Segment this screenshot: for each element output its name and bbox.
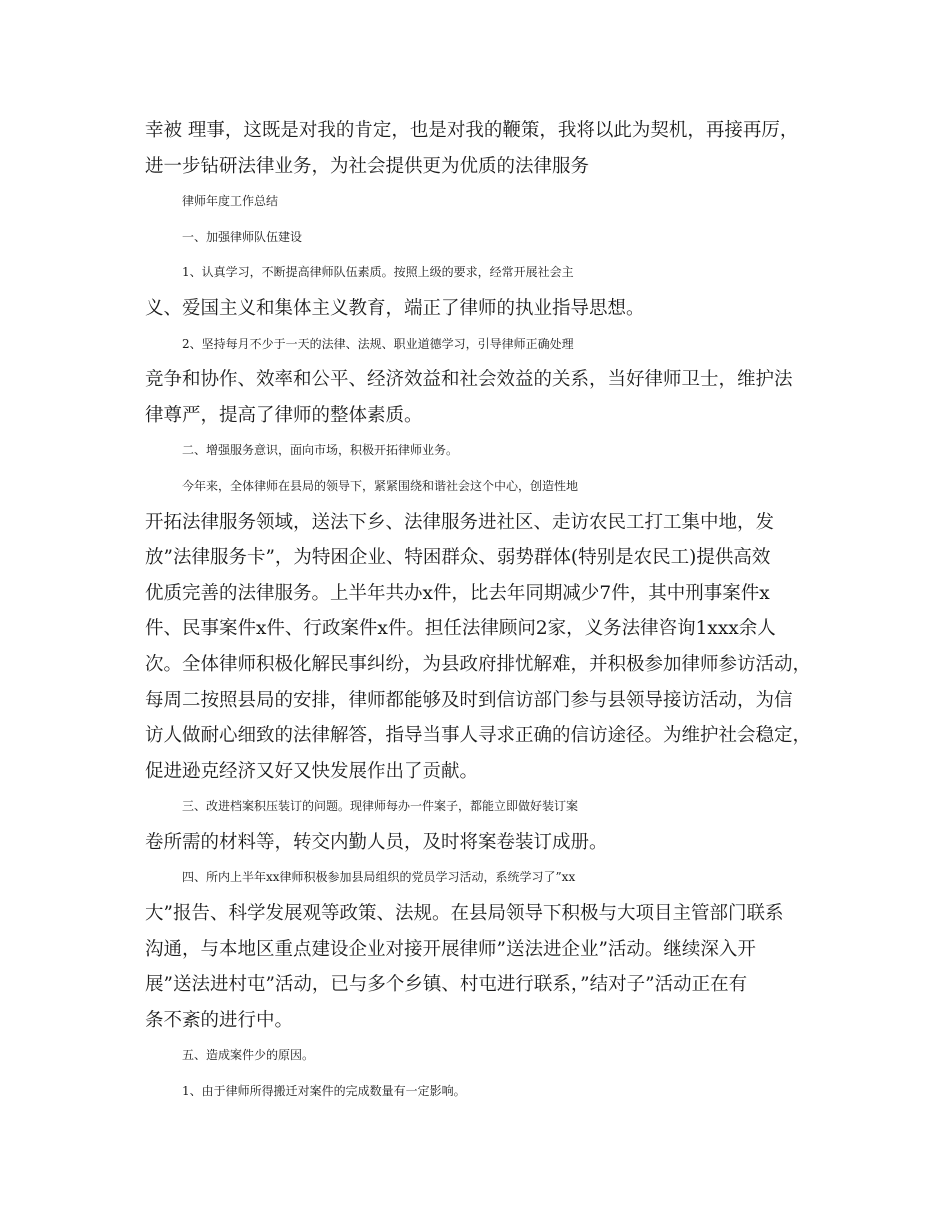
text-line: 促进逊克经济又好又快发展作出了贡献。 xyxy=(145,760,479,782)
text-line: 大”报告、科学发展观等政策、法规。在县局领导下积极与大项目主管部门联系 xyxy=(145,903,784,925)
text-line: 1、由于律师所得搬迁对案件的完成数量有一定影响。 xyxy=(182,1084,466,1099)
text-line: 次。全体律师积极化解民事纠纷，为县政府排忧解难，并积极参加律师参访活动， xyxy=(145,653,812,675)
text-line: 五、造成案件少的原因。 xyxy=(182,1048,315,1063)
text-line: 今年来，全体律师在县局的领导下，紧紧围绕和谐社会这个中心，创造性地 xyxy=(182,478,579,493)
text-line: 四、所内上半年xx律师积极参加县局组织的党员学习活动，系统学习了”xx xyxy=(182,870,576,885)
text-line: 2、坚持每月不少于一天的法律、法规、职业道德学习，引导律师正确处理 xyxy=(182,336,574,351)
text-line: 卷所需的材料等，转交内勤人员，及时将案卷装订成册。 xyxy=(145,831,608,853)
text-line: 展”送法进村屯”活动，已与多个乡镇、村屯进行联系，”结对子”活动正在有 xyxy=(145,974,748,996)
text-line: 进一步钻研法律业务，为社会提供更为优质的法律服务 xyxy=(145,155,590,177)
text-line: 三、改进档案积压装订的问题。现律师每办一件案子，都能立即做好装订案 xyxy=(182,799,579,814)
text-line: 义、爱国主义和集体主义教育，端正了律师的执业指导思想。 xyxy=(145,297,645,319)
document-body xyxy=(145,113,813,1110)
text-line: 访人做耐心细致的法律解答，指导当事人寻求正确的信访途径。为维护社会稳定， xyxy=(145,725,812,747)
text-line: 件、民事案件x件、行政案件x件。担任法律顾问2家，义务法律咨询1xxx余人 xyxy=(145,618,776,640)
text-line: 沟通，与本地区重点建设企业对接开展律师”送法进企业”活动。继续深入开 xyxy=(145,938,756,960)
text-line: 开拓法律服务领域，送法下乡、法律服务进社区、走访农民工打工集中地，发 xyxy=(145,511,775,533)
text-line: 放”法律服务卡”，为特困企业、特困群众、弱势群体(特别是农民工)提供高效 xyxy=(145,547,771,569)
text-line: 幸被 理事，这既是对我的肯定，也是对我的鞭策，我将以此为契机，再接再厉， xyxy=(145,120,799,141)
text-line: 竞争和协作、效率和公平、经济效益和社会效益的关系，当好律师卫士，维护法 xyxy=(145,369,793,391)
text-line: 一、加强律师队伍建设 xyxy=(182,229,303,244)
text-line: 优质完善的法律服务。上半年共办x件，比去年同期减少7件，其中刑事案件x xyxy=(145,582,770,604)
text-line: 每周二按照县局的安排，律师都能够及时到信访部门参与县领导接访活动，为信 xyxy=(145,689,793,711)
text-line: 1、认真学习，不断提高律师队伍素质。按照上级的要求，经常开展社会主 xyxy=(182,265,574,280)
text-line: 二、增强服务意识，面向市场，积极开拓律师业务。 xyxy=(182,443,459,458)
text-line: 律师年度工作总结 xyxy=(182,194,279,209)
text-line: 条不紊的进行中。 xyxy=(145,1009,294,1031)
text-line: 律尊严，提高了律师的整体素质。 xyxy=(145,404,423,426)
